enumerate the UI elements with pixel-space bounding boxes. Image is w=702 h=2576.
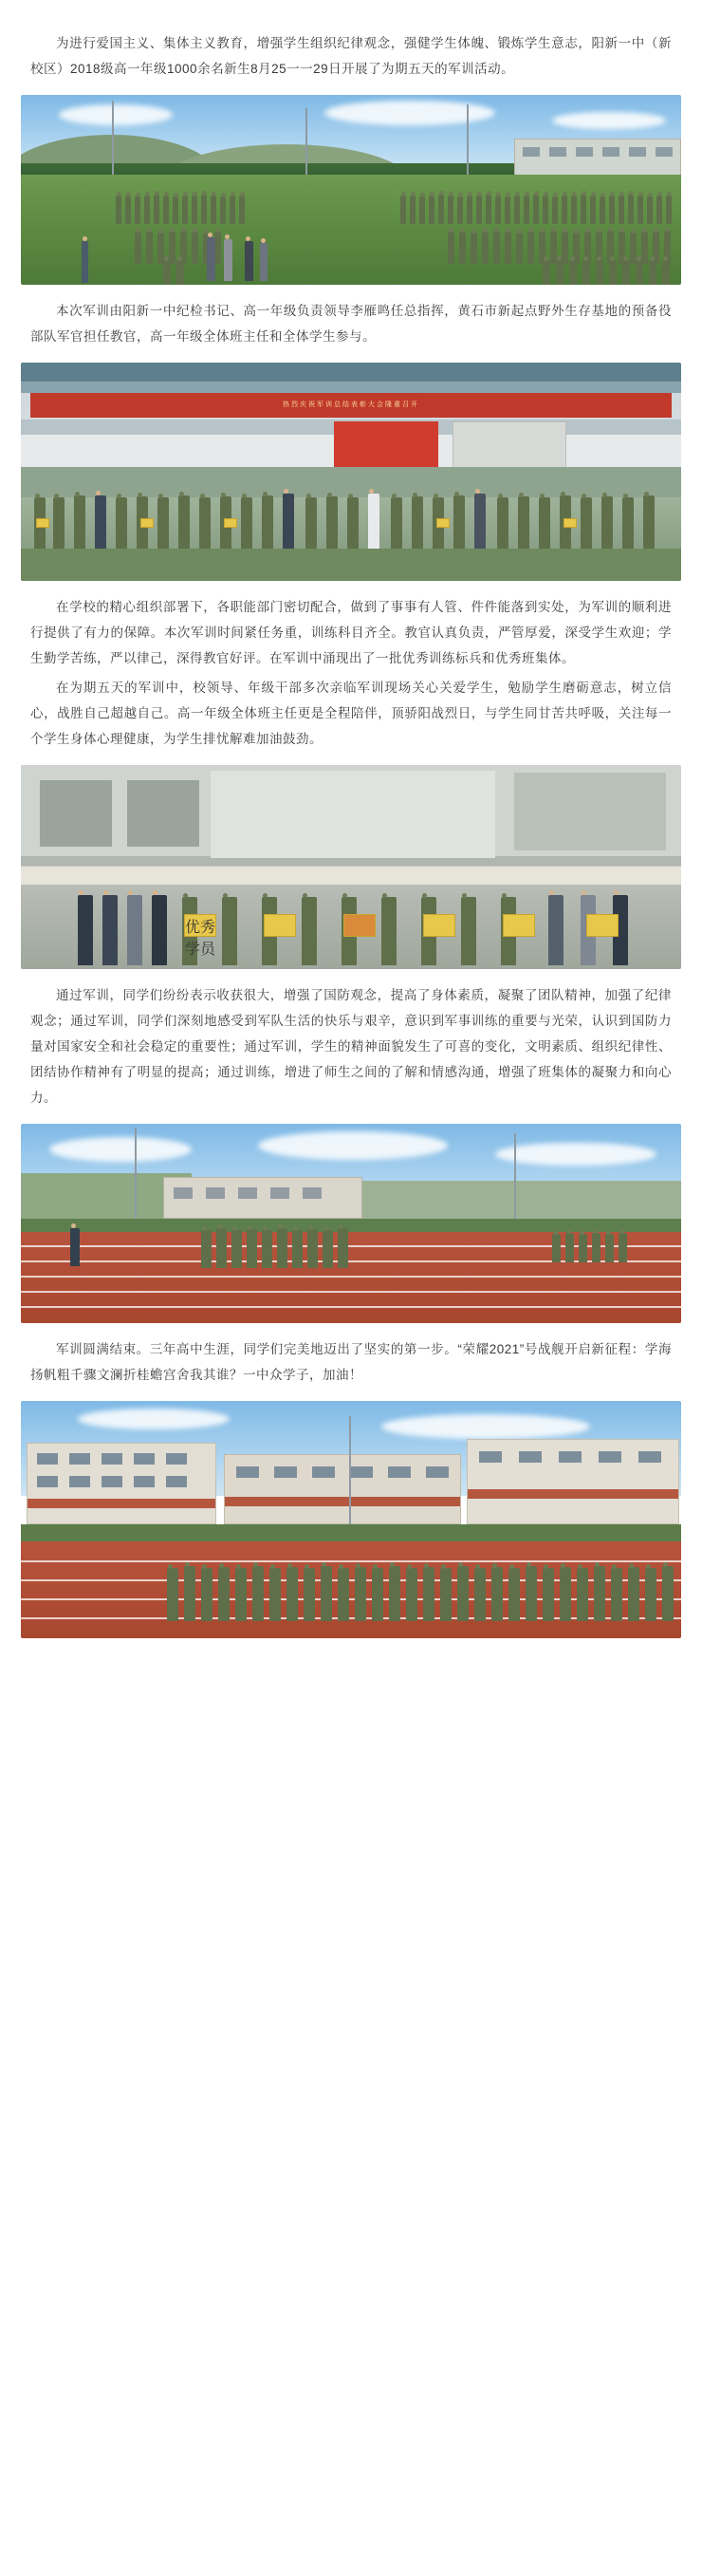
building-window [638, 1451, 661, 1463]
student-figure [391, 497, 402, 549]
student-figure [321, 1566, 332, 1621]
student-figure [628, 1567, 639, 1621]
cloud-shape [552, 112, 666, 129]
building-window [102, 1453, 122, 1465]
teacher-figure [368, 494, 379, 549]
student-figure [323, 1230, 333, 1268]
student-figure [419, 196, 425, 224]
building-window [479, 1451, 502, 1463]
student-figure [412, 496, 423, 549]
student-figure [144, 196, 150, 224]
building-window [599, 1451, 621, 1463]
student-figure [539, 497, 550, 549]
building-shape [467, 1439, 679, 1524]
cloud-shape [381, 1414, 590, 1439]
student-figure [526, 1566, 537, 1621]
student-figure [173, 196, 178, 224]
student-figure [649, 260, 656, 285]
building-window [69, 1476, 90, 1487]
building-shape [224, 1454, 461, 1524]
student-figure [643, 495, 655, 549]
student-figure [552, 196, 558, 224]
leader-figure [78, 895, 93, 965]
student-figure [262, 1230, 272, 1268]
entrance-wall [211, 771, 495, 858]
building-window [40, 780, 112, 847]
student-figure [326, 496, 338, 549]
student-figure [146, 232, 153, 264]
building-window [270, 1187, 289, 1199]
teacher-figure [245, 241, 253, 281]
student-figure [262, 495, 273, 549]
cloud-shape [59, 104, 173, 125]
student-figure [662, 260, 670, 285]
student-figure [457, 1566, 469, 1621]
student-figure [135, 196, 140, 224]
certificate-card [503, 914, 535, 937]
student-figure [448, 196, 453, 224]
student-figure [116, 196, 121, 224]
student-figure [211, 196, 216, 224]
building-window [127, 780, 199, 847]
building-window [312, 1466, 335, 1478]
student-figure [619, 196, 624, 224]
teacher-figure [95, 495, 106, 549]
building-window [523, 147, 540, 157]
student-figure [292, 1230, 303, 1268]
student-figure [307, 1229, 318, 1268]
student-figure [600, 196, 605, 224]
photo-award-ceremony-indoor [21, 363, 681, 581]
student-figure [216, 1228, 227, 1268]
ceremony-banner: 热烈庆祝军训总结表彰大会隆重召开 [30, 393, 672, 418]
student-figure [167, 1568, 178, 1621]
student-figure [230, 196, 235, 224]
student-figure [252, 1566, 264, 1621]
building-trim [468, 1489, 678, 1499]
student-figure [577, 1568, 588, 1621]
student-figure [231, 1230, 242, 1268]
student-figure [601, 496, 613, 549]
student-figure [347, 497, 359, 549]
student-figure [74, 495, 85, 549]
student-figure [438, 195, 444, 224]
student-figure [474, 1568, 486, 1621]
teacher-figure [82, 241, 88, 283]
certificate-icon [224, 518, 237, 528]
student-figure [467, 196, 472, 224]
student-figure [565, 1233, 574, 1262]
building-window [426, 1466, 449, 1478]
teacher-figure [283, 494, 294, 549]
student-figure [609, 196, 615, 224]
student-figure [429, 196, 434, 224]
building-window [69, 1453, 90, 1465]
marching-group [21, 1207, 681, 1268]
building-window [174, 1187, 193, 1199]
student-figure [220, 196, 226, 224]
building-window [350, 1466, 373, 1478]
student-figure [302, 897, 317, 965]
student-figure [400, 196, 406, 224]
student-figure [662, 1566, 674, 1621]
red-poster [334, 421, 438, 469]
light-pole [349, 1416, 351, 1524]
building-window [37, 1476, 58, 1487]
paragraph-block-1 [21, 30, 681, 82]
student-figure [163, 196, 169, 224]
student-figure [579, 1234, 587, 1262]
certificate-card [423, 914, 455, 937]
building-window [134, 1476, 155, 1487]
building-window [236, 1466, 259, 1478]
formation-row [163, 256, 681, 285]
student-figure [457, 196, 463, 224]
building-window [134, 1453, 155, 1465]
building-window [238, 1187, 257, 1199]
notice-board [453, 421, 566, 469]
building-window [166, 1476, 187, 1487]
student-lineup [21, 482, 681, 581]
track-lane-line [21, 1306, 681, 1308]
student-figure [247, 1229, 257, 1268]
paragraph-organization: 本次军训由阳新一中纪检书记、高一年级负责领导李雁鸣任总指挥，黄石市新起点野外生存基地的预备役部队军官担任教官，高一年级全体班主任和全体学生参与。 [30, 304, 672, 344]
student-figure [184, 1566, 195, 1621]
student-figure [562, 196, 567, 224]
student-formation [21, 186, 681, 285]
student-figure [491, 1567, 503, 1621]
student-figure [560, 1567, 571, 1621]
student-figure [637, 196, 643, 224]
student-figure [569, 260, 577, 285]
building-trim [28, 1499, 215, 1508]
student-figure [476, 196, 482, 224]
student-figure [176, 260, 184, 285]
student-figure [178, 495, 190, 549]
student-figure [666, 196, 672, 224]
student-figure [239, 196, 245, 224]
certificate-icon [436, 518, 450, 528]
certificate-card [264, 914, 296, 937]
student-figure [410, 196, 416, 224]
building-window [576, 147, 593, 157]
roof-beam [21, 363, 681, 382]
student-figure [647, 196, 653, 224]
paragraph-closing: 军训圆满结束。三年高中生涯，同学们完美地迈出了坚实的第一步。“荣耀2021”号战舰开启新征程：学海扬帆粗千骤文澜折桂蟾宫舍我其谁？一中众学子，加油！ [30, 1342, 672, 1382]
student-figure [508, 1568, 520, 1621]
leader-figure [548, 895, 563, 965]
leader-figure [127, 895, 142, 965]
paragraph-training-detail: 在学校的精心组织部署下，各职能部门密切配合，做到了事事有人管、件件能落到实处，为军训的顺利进行提供了有力的保障。本次军训时间紧任务重，训练科目齐全。教官认真负责，严管厚爱，深受学生欢迎；学生勤学苦练，严以律己，深得教官好评。在军训中涌现出了一批优秀训练标兵和优秀班集体。 [30, 600, 672, 665]
paragraph-outcome: 通过军训，同学们纷纷表示收获很大，增强了国防观念，提高了身体素质，凝聚了团队精神，加强了纪律观念；通过军训，同学们深刻地感受到军队生活的快乐与艰辛，意识到军事训练的重要与光荣，认识到国防力量对国家安全和社会稳定的重要性；通过军训，学生的精神面貌发生了可喜的变化，文明素质、组织纪律性、团结协作精神有了明显的提高；通过训练，增进了师生之间的了解和情感沟通，增强了班集体的凝聚力和向心力。 [30, 988, 672, 1105]
building-shape [27, 1443, 216, 1524]
cloud-shape [495, 1143, 656, 1166]
student-figure [235, 1568, 247, 1621]
track-lane-line [21, 1291, 681, 1293]
student-figure [622, 497, 634, 549]
paragraph-block-4 [21, 982, 681, 1111]
paragraph-leader-care: 在为期五天的军训中，校领导、年级干部多次亲临军训现场关心关爱学生，勉励学生磨砺意志，树立信心，战胜自己超越自己。高一年级全体班主任更是全程陪伴，顶骄阳战烈日，与学生同甘苦共呼吸，关注每一个学生身体心理健康，为学生排忧解难加油鼓劲。 [30, 681, 672, 746]
student-figure [571, 196, 577, 224]
paragraph-block-3 [21, 594, 681, 752]
building-window [274, 1466, 297, 1478]
student-figure [218, 1567, 230, 1621]
certificate-card [343, 914, 376, 937]
student-figure [605, 1234, 614, 1262]
certificate-card: 优秀学员 [184, 914, 216, 937]
award-lineup [21, 856, 681, 969]
student-figure [201, 195, 207, 224]
teacher-figure [70, 1228, 80, 1266]
student-figure [53, 497, 65, 549]
building-window [102, 1476, 122, 1487]
building-window [37, 1453, 58, 1465]
building-panel [514, 773, 666, 850]
student-figure [622, 260, 630, 285]
cloud-shape [78, 1409, 230, 1429]
building-window [549, 147, 566, 157]
student-figure [277, 1228, 287, 1268]
student-figure [355, 1567, 366, 1621]
building-window [559, 1451, 582, 1463]
student-figure [543, 196, 548, 224]
paragraph-intro: 为进行爱国主义、集体主义教育，增强学生组织纪律观念，强健学生体魄、锻炼学生意志，阳新一中（新校区）2018级高一年级1000余名新生8月25一一29日开展了为期五天的军训活动。 [30, 36, 672, 76]
photo-award-certificates [21, 765, 681, 969]
teacher-figure [207, 237, 215, 281]
student-figure [389, 1566, 400, 1621]
certificate-card [586, 914, 619, 937]
building-window [656, 147, 673, 157]
student-figure [581, 195, 586, 224]
student-figure [543, 1568, 554, 1621]
student-figure [116, 497, 127, 549]
student-figure [514, 196, 520, 224]
building-trim [225, 1497, 460, 1506]
student-figure [552, 1234, 561, 1262]
certificate-icon [140, 518, 154, 528]
student-figure [461, 897, 476, 965]
student-figure [505, 196, 510, 224]
photo-formation-inspection [21, 95, 681, 285]
student-figure [381, 897, 397, 965]
student-figure [533, 195, 539, 224]
student-figure [596, 260, 603, 285]
student-figure [594, 1566, 605, 1621]
student-figure [592, 1233, 600, 1262]
teacher-figure [474, 494, 486, 549]
cloud-shape [49, 1137, 192, 1162]
student-figure [518, 496, 529, 549]
student-figure [453, 495, 465, 549]
building-window [602, 147, 619, 157]
student-figure [286, 1567, 298, 1621]
building-window [303, 1187, 322, 1199]
student-figure [619, 1233, 627, 1262]
student-figure [305, 497, 317, 549]
student-figure [628, 195, 634, 224]
student-figure [645, 1568, 656, 1621]
student-figure [524, 196, 529, 224]
student-formation [21, 1534, 681, 1638]
student-figure [581, 497, 592, 549]
student-figure [163, 260, 171, 285]
student-figure [269, 1568, 281, 1621]
building-window [166, 1453, 187, 1465]
student-figure [497, 497, 508, 549]
student-figure [423, 1567, 434, 1621]
student-figure [182, 196, 188, 224]
student-figure [241, 497, 252, 549]
building-window [629, 147, 646, 157]
leader-figure [152, 895, 167, 965]
student-figure [440, 1568, 452, 1621]
paragraph-block-2 [21, 298, 681, 349]
student-figure [372, 1568, 383, 1621]
student-figure [199, 497, 211, 549]
student-figure [135, 232, 141, 264]
cloud-shape [258, 1131, 448, 1160]
roof-beam [21, 382, 681, 393]
teacher-figure [260, 243, 268, 281]
student-figure [125, 196, 131, 224]
student-figure [582, 260, 590, 285]
track-lane-line [21, 1276, 681, 1278]
student-figure [192, 196, 197, 224]
certificate-icon [563, 518, 577, 528]
photo-track-training [21, 1124, 681, 1323]
student-figure [201, 1230, 212, 1268]
student-figure [636, 260, 643, 285]
student-figure [201, 1568, 212, 1621]
student-figure [157, 497, 169, 549]
student-figure [556, 260, 563, 285]
formation-row [116, 192, 681, 224]
student-figure [609, 260, 617, 285]
cloud-shape [324, 101, 495, 125]
student-figure [338, 1568, 349, 1621]
building-window [206, 1187, 225, 1199]
student-figure [495, 196, 501, 224]
student-figure [590, 196, 596, 224]
student-figure [222, 897, 237, 965]
certificate-icon [36, 518, 49, 528]
student-figure [611, 1568, 622, 1621]
student-figure [154, 195, 159, 224]
photo-campus-buildings [21, 1401, 681, 1638]
student-figure [486, 195, 491, 224]
student-figure [338, 1228, 348, 1268]
paragraph-block-5 [21, 1336, 681, 1388]
teacher-figure [224, 239, 232, 281]
student-figure [304, 1568, 315, 1621]
student-figure [543, 260, 550, 285]
student-figure [406, 1568, 417, 1621]
leader-figure [102, 895, 118, 965]
building-window [388, 1466, 411, 1478]
student-figure [656, 196, 662, 224]
building-window [519, 1451, 542, 1463]
